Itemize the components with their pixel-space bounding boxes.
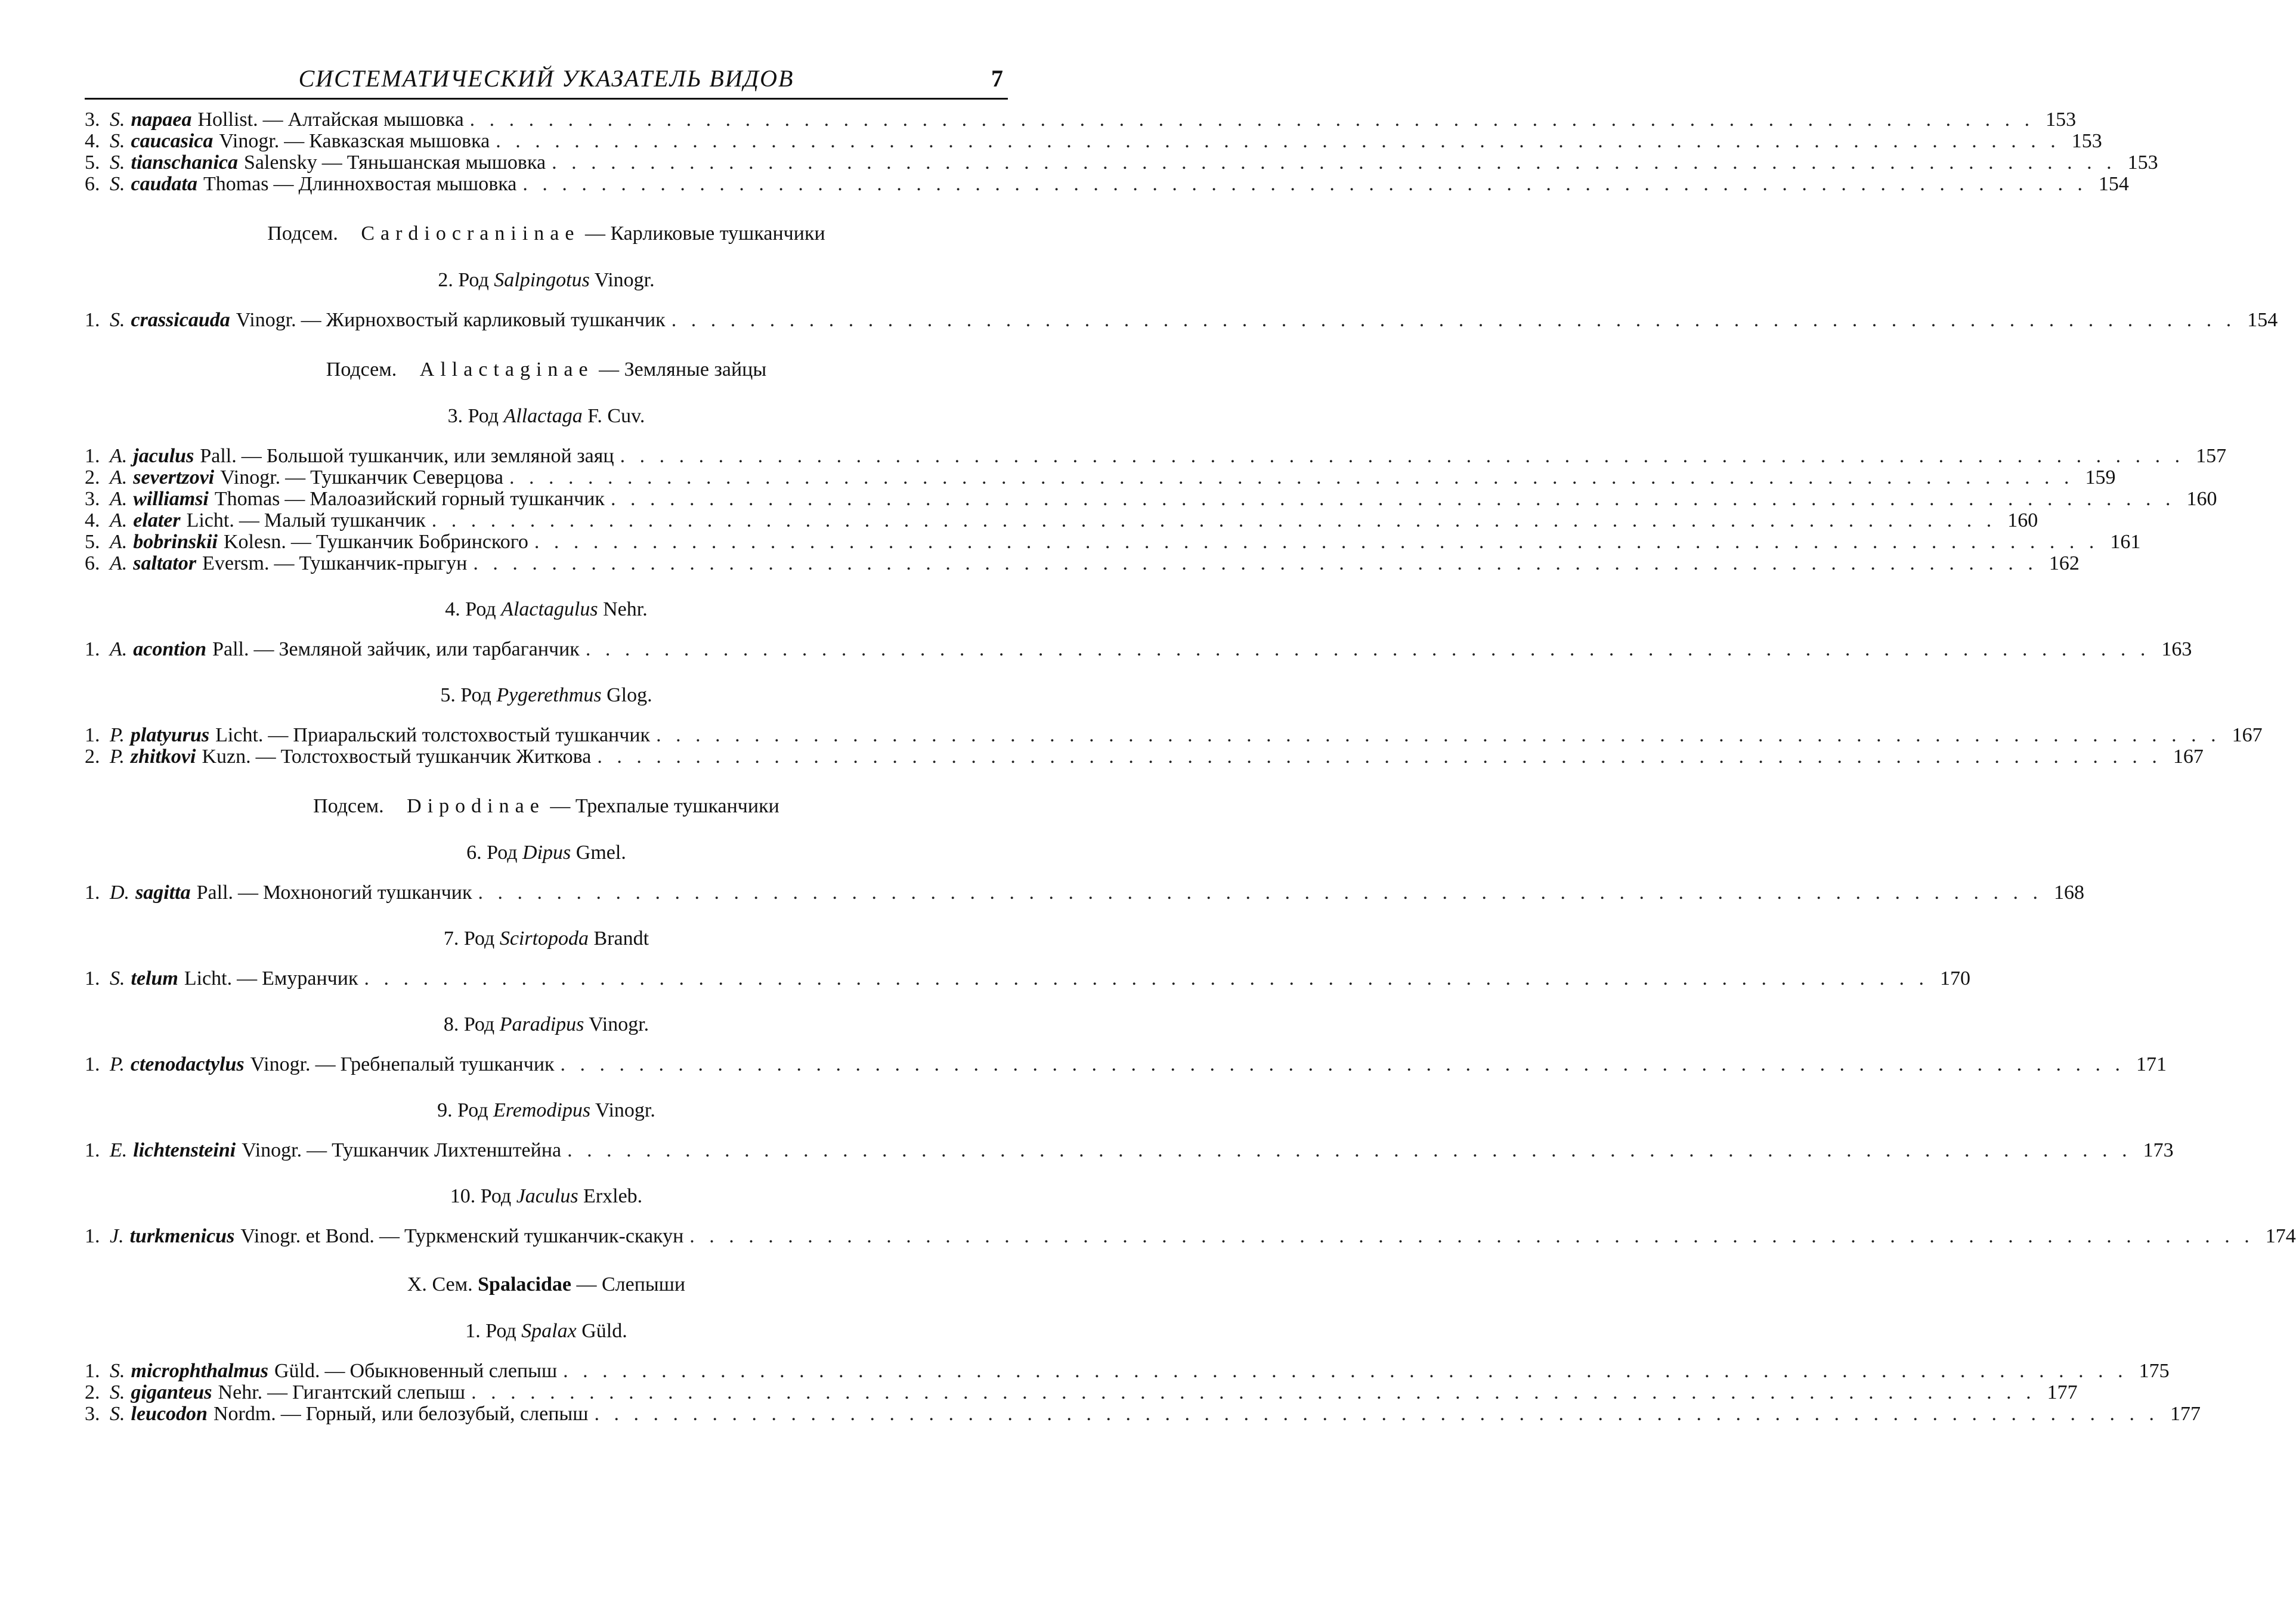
- entry-author: Thomas: [214, 488, 280, 510]
- family-word: Сем.: [432, 1273, 473, 1295]
- index-entry: [85, 1360, 2170, 1382]
- subfamily-name: Трехпалые тушканчики: [575, 795, 779, 817]
- index-entry: [85, 445, 2227, 467]
- entry-species: caudata: [131, 173, 197, 195]
- dot-leader: . . . . . . . . . . . . . . . . . . . . . . . . . . . . . . . . . . . . . . . . . . . . . . . . . . . . . . . . . . . . . . . . . . . . . . . . . . . . . . . .: [522, 173, 2087, 195]
- subfamily-dash: —: [599, 358, 620, 381]
- entry-dash: —: [268, 724, 289, 746]
- genus-word: Род: [468, 405, 499, 427]
- genus-name: Jaculus: [516, 1185, 578, 1207]
- subfamily-prefix: Подсем.: [313, 795, 384, 817]
- genus-author: Güld.: [581, 1320, 627, 1342]
- entry-common-name: Длиннохвостая мышовка: [298, 173, 517, 195]
- entry-genus-abbr: P.: [110, 724, 125, 746]
- genus-author: Erxleb.: [583, 1185, 643, 1207]
- genus-word: Род: [487, 842, 518, 864]
- entry-species: severtzovi: [133, 466, 215, 488]
- entry-number: 6.: [85, 552, 100, 574]
- index-entry: [85, 552, 2080, 574]
- genus-name: Salpingotus: [494, 269, 590, 291]
- entry-species: giganteus: [131, 1381, 212, 1403]
- entry-author: Licht.: [184, 967, 233, 990]
- entry-page-number: 177: [2047, 1381, 2078, 1403]
- entry-number: 5.: [85, 531, 100, 553]
- entry-species: ctenodactylus: [130, 1053, 245, 1075]
- entry-species: zhitkovi: [130, 746, 196, 768]
- entry-author: Vinogr.: [250, 1053, 311, 1075]
- entry-genus-abbr: E.: [110, 1139, 128, 1161]
- entry-dash: —: [321, 151, 342, 174]
- entry-genus-abbr: P.: [110, 746, 125, 768]
- genus-name: Scirtopoda: [499, 927, 589, 950]
- entry-genus-abbr: S.: [110, 1360, 125, 1382]
- entry-author: Pall.: [212, 638, 249, 660]
- entry-page-number: 157: [2196, 445, 2227, 467]
- entry-species: crassicauda: [131, 309, 230, 331]
- subfamily-latin: Cardiocraniinae: [361, 222, 580, 245]
- entry-block: [85, 1360, 2201, 1425]
- entry-page-number: 168: [2054, 882, 2085, 904]
- index-entry: [85, 109, 2077, 131]
- entry-species: caucasica: [131, 130, 213, 152]
- entry-page-number: 177: [2170, 1403, 2201, 1425]
- entry-genus-abbr: S.: [110, 1403, 125, 1425]
- dot-leader: . . . . . . . . . . . . . . . . . . . . . . . . . . . . . . . . . . . . . . . . . . . . . . . . . . . . . . . . . . . . . . . . . . . . . . . . . . . . . . . .: [689, 1225, 2254, 1247]
- entry-common-name: Жирнохвостый карликовый тушканчик: [326, 309, 666, 331]
- entry-page-number: 171: [2136, 1053, 2167, 1075]
- entry-common-name: Кавказская мышовка: [309, 130, 490, 152]
- entry-number: 1.: [85, 882, 100, 904]
- index-entry: [85, 151, 2158, 174]
- subfamily-latin: Dipodinae: [407, 795, 545, 817]
- entry-dash: —: [284, 488, 305, 510]
- entry-page-number: 154: [2247, 309, 2278, 331]
- subfamily-latin: Allactaginae: [419, 358, 594, 381]
- genus-word: Род: [465, 598, 496, 620]
- family-dash: —: [576, 1273, 597, 1295]
- index-entry: [85, 724, 2263, 746]
- genus-name: Spalax: [521, 1320, 577, 1342]
- entry-common-name: Малоазийский горный тушканчик: [310, 488, 605, 510]
- entry-number: 3.: [85, 109, 100, 131]
- entry-genus-abbr: S.: [110, 130, 125, 152]
- genus-author: Glog.: [607, 684, 652, 706]
- genus-heading: [85, 1099, 1008, 1122]
- page: [85, 60, 2296, 1425]
- subfamily-name: Земляные зайцы: [624, 358, 767, 381]
- entry-number: 6.: [85, 173, 100, 195]
- entry-dash: —: [284, 130, 305, 152]
- entry-species: microphthalmus: [131, 1360, 269, 1382]
- genus-number: 1.: [465, 1320, 481, 1342]
- genus-heading: [85, 1013, 1008, 1036]
- genus-heading: [85, 598, 1008, 621]
- entry-species: bobrinskii: [133, 531, 218, 553]
- entry-common-name: Малый тушканчик: [264, 509, 426, 531]
- entry-dash: —: [315, 1053, 336, 1075]
- entry-author: Salensky: [243, 151, 317, 174]
- page-title: СИСТЕМАТИЧЕСКИЙ УКАЗАТЕЛЬ ВИДОВ: [298, 65, 794, 92]
- entry-species: jaculus: [133, 445, 194, 467]
- genus-name: Dipus: [522, 842, 571, 864]
- genus-heading: [85, 684, 1008, 707]
- index-entry: [85, 1139, 2174, 1161]
- dot-leader: . . . . . . . . . . . . . . . . . . . . . . . . . . . . . . . . . . . . . . . . . . . . . . . . . . . . . . . . . . . . . . . . . . . . . . . . . . . . . . . .: [620, 445, 2185, 467]
- entry-number: 1.: [85, 1139, 100, 1161]
- entry-author: Hollist.: [197, 109, 258, 131]
- entry-dash: —: [262, 109, 283, 131]
- entry-author: Vinogr. et Bond.: [240, 1225, 375, 1247]
- entry-block: [85, 882, 2085, 904]
- entry-dash: —: [290, 531, 311, 553]
- entry-common-name: Толстохвостый тушканчик Житкова: [280, 746, 592, 768]
- entry-number: 2.: [85, 746, 100, 768]
- entry-genus-abbr: P.: [110, 1053, 125, 1075]
- page-number: 7: [991, 65, 1003, 92]
- entry-dash: —: [274, 552, 295, 574]
- entry-species: williamsi: [133, 488, 209, 510]
- genus-heading: [85, 269, 1008, 292]
- entry-block: [85, 109, 2158, 195]
- genus-word: Род: [480, 1185, 512, 1207]
- entry-common-name: Тяньшанская мышовка: [346, 151, 546, 174]
- entry-species: lichtensteini: [133, 1139, 236, 1161]
- genus-name: Paradipus: [499, 1013, 584, 1035]
- genus-heading: [85, 1185, 1008, 1208]
- entry-dash: —: [253, 638, 274, 660]
- dot-leader: . . . . . . . . . . . . . . . . . . . . . . . . . . . . . . . . . . . . . . . . . . . . . . . . . . . . . . . . . . . . . . . . . . . . . . . . . . . . . . . .: [431, 509, 1997, 531]
- entry-species: tianschanica: [131, 151, 238, 174]
- index-entry: [85, 509, 2038, 531]
- genus-number: 4.: [445, 598, 460, 620]
- entry-author: Kolesn.: [224, 531, 286, 553]
- entry-author: Vinogr.: [236, 309, 296, 331]
- entry-genus-abbr: A.: [110, 509, 128, 531]
- entry-genus-abbr: J.: [110, 1225, 124, 1247]
- entry-common-name: Приаральский толстохвостый тушканчик: [293, 724, 651, 746]
- genus-number: 2.: [438, 269, 453, 291]
- index-entry: [85, 488, 2217, 510]
- entry-block: [85, 724, 2263, 768]
- entry-number: 1.: [85, 309, 100, 331]
- entry-author: Pall.: [200, 445, 237, 467]
- entry-author: Thomas: [203, 173, 269, 195]
- entry-number: 2.: [85, 466, 100, 488]
- entry-genus-abbr: A.: [110, 552, 128, 574]
- index-content: [85, 100, 2296, 1425]
- entry-page-number: 170: [1940, 967, 1970, 990]
- entry-number: 1.: [85, 638, 100, 660]
- index-entry: [85, 466, 2116, 488]
- dot-leader: . . . . . . . . . . . . . . . . . . . . . . . . . . . . . . . . . . . . . . . . . . . . . . . . . . . . . . . . . . . . . . . . . . . . . . . . . . . . . . . .: [473, 552, 2038, 574]
- index-entry: [85, 173, 2129, 195]
- entry-author: Vinogr.: [220, 466, 281, 488]
- entry-page-number: 160: [2186, 488, 2217, 510]
- dot-leader: . . . . . . . . . . . . . . . . . . . . . . . . . . . . . . . . . . . . . . . . . . . . . . . . . . . . . . . . . . . . . . . . . . . . . . . . . . . . . . . .: [534, 531, 2099, 553]
- index-entry: [85, 1053, 2167, 1075]
- entry-genus-abbr: S.: [110, 151, 125, 174]
- index-entry: [85, 1381, 2078, 1403]
- dot-leader: . . . . . . . . . . . . . . . . . . . . . . . . . . . . . . . . . . . . . . . . . . . . . . . . . . . . . . . . . . . . . . . . . . . . . . . . . . . . . . . .: [585, 638, 2150, 660]
- entry-species: elater: [133, 509, 181, 531]
- index-entry: [85, 531, 2141, 553]
- entry-author: Pall.: [196, 882, 234, 904]
- dot-leader: . . . . . . . . . . . . . . . . . . . . . . . . . . . . . . . . . . . . . . . . . . . . . . . . . . . . . . . . . . . . . . . . . . . . . . . . . . . . . . . .: [671, 309, 2236, 331]
- entry-page-number: 154: [2098, 173, 2129, 195]
- entry-dash: —: [301, 309, 321, 331]
- entry-page-number: 159: [2085, 466, 2116, 488]
- entry-species: telum: [131, 967, 178, 990]
- subfamily-prefix: Подсем.: [326, 358, 397, 381]
- entry-common-name: Емуранчик: [262, 967, 358, 990]
- entry-species: acontion: [133, 638, 207, 660]
- index-entry: [85, 1225, 2296, 1247]
- entry-dash: —: [255, 746, 276, 768]
- subfamily-dash: —: [584, 222, 605, 245]
- entry-dash: —: [307, 1139, 327, 1161]
- entry-number: 1.: [85, 445, 100, 467]
- dot-leader: . . . . . . . . . . . . . . . . . . . . . . . . . . . . . . . . . . . . . . . . . . . . . . . . . . . . . . . . . . . . . . . . . . . . . . . . . . . . . . . .: [594, 1403, 2159, 1425]
- genus-number: 5.: [440, 684, 456, 706]
- genus-word: Род: [458, 269, 489, 291]
- genus-number: 9.: [437, 1099, 453, 1121]
- family-name: Слепыши: [601, 1273, 686, 1295]
- index-entry: [85, 746, 2204, 768]
- page-header: [85, 60, 1008, 100]
- dot-leader: . . . . . . . . . . . . . . . . . . . . . . . . . . . . . . . . . . . . . . . . . . . . . . . . . . . . . . . . . . . . . . . . . . . . . . . . . . . . . . . .: [567, 1139, 2132, 1161]
- genus-name: Pygerethmus: [496, 684, 602, 706]
- entry-block: [85, 967, 1970, 990]
- entry-common-name: Горный, или белозубый, слепыш: [305, 1403, 589, 1425]
- entry-species: sagitta: [135, 882, 191, 904]
- dot-leader: . . . . . . . . . . . . . . . . . . . . . . . . . . . . . . . . . . . . . . . . . . . . . . . . . . . . . . . . . . . . . . . . . . . . . . . . . . . . . . . .: [656, 724, 2221, 746]
- entry-author: Vinogr.: [219, 130, 280, 152]
- entry-number: 1.: [85, 1360, 100, 1382]
- entry-common-name: Тушканчик Бобринского: [315, 531, 528, 553]
- entry-genus-abbr: D.: [110, 882, 130, 904]
- entry-page-number: 161: [2110, 531, 2141, 553]
- subfamily-dash: —: [550, 795, 571, 817]
- entry-common-name: Туркменский тушканчик-скакун: [404, 1225, 684, 1247]
- entry-dash: —: [238, 882, 259, 904]
- dot-leader: . . . . . . . . . . . . . . . . . . . . . . . . . . . . . . . . . . . . . . . . . . . . . . . . . . . . . . . . . . . . . . . . . . . . . . . . . . . . . . . .: [552, 151, 2116, 174]
- entry-genus-abbr: A.: [110, 531, 128, 553]
- entry-page-number: 160: [2007, 509, 2038, 531]
- entry-page-number: 167: [2173, 746, 2204, 768]
- genus-number: 10.: [450, 1185, 476, 1207]
- entry-species: napaea: [131, 109, 192, 131]
- genus-number: 6.: [466, 842, 482, 864]
- index-entry: [85, 309, 2278, 331]
- genus-word: Род: [457, 1099, 488, 1121]
- entry-page-number: 173: [2143, 1139, 2174, 1161]
- entry-page-number: 153: [2046, 109, 2077, 131]
- entry-author: Vinogr.: [242, 1139, 302, 1161]
- entry-common-name: Мохноногий тушканчик: [263, 882, 472, 904]
- entry-block: [85, 1139, 2174, 1161]
- entry-genus-abbr: S.: [110, 109, 125, 131]
- entry-genus-abbr: S.: [110, 173, 125, 195]
- subfamily-prefix: Подсем.: [267, 222, 338, 245]
- genus-number: 3.: [447, 405, 463, 427]
- entry-genus-abbr: A.: [110, 445, 128, 467]
- entry-block: [85, 638, 2192, 660]
- entry-page-number: 175: [2139, 1360, 2170, 1382]
- dot-leader: . . . . . . . . . . . . . . . . . . . . . . . . . . . . . . . . . . . . . . . . . . . . . . . . . . . . . . . . . . . . . . . . . . . . . . . . . . . . . . . .: [509, 466, 2074, 488]
- entry-dash: —: [241, 445, 262, 467]
- entry-genus-abbr: S.: [110, 1381, 125, 1403]
- entry-species: turkmenicus: [129, 1225, 235, 1247]
- entry-number: 4.: [85, 130, 100, 152]
- dot-leader: . . . . . . . . . . . . . . . . . . . . . . . . . . . . . . . . . . . . . . . . . . . . . . . . . . . . . . . . . . . . . . . . . . . . . . . . . . . . . . . .: [563, 1360, 2128, 1382]
- genus-author: Brandt: [593, 927, 649, 950]
- entry-dash: —: [239, 509, 259, 531]
- genus-author: Vinogr.: [594, 269, 655, 291]
- genus-number: 7.: [443, 927, 459, 950]
- entry-author: Licht.: [215, 724, 264, 746]
- dot-leader: . . . . . . . . . . . . . . . . . . . . . . . . . . . . . . . . . . . . . . . . . . . . . . . . . . . . . . . . . . . . . . . . . . . . . . . . . . . . . . . .: [560, 1053, 2125, 1075]
- entry-author: Güld.: [274, 1360, 320, 1382]
- genus-heading: [85, 405, 1008, 428]
- entry-author: Nehr.: [218, 1381, 263, 1403]
- family-heading: [85, 1273, 1008, 1296]
- family-latin: Spalacidae: [478, 1273, 571, 1295]
- index-entry: [85, 130, 2102, 152]
- entry-dash: —: [273, 173, 294, 195]
- entry-block: [85, 1053, 2167, 1075]
- entry-common-name: Тушканчик Северцова: [310, 466, 504, 488]
- entry-common-name: Тушканчик Лихтенштейна: [332, 1139, 562, 1161]
- entry-block: [85, 445, 2227, 574]
- genus-author: Vinogr.: [595, 1099, 655, 1121]
- subfamily-heading: [85, 358, 1008, 381]
- entry-number: 3.: [85, 1403, 100, 1425]
- entry-genus-abbr: A.: [110, 466, 128, 488]
- entry-genus-abbr: A.: [110, 638, 128, 660]
- entry-author: Nordm.: [213, 1403, 276, 1425]
- dot-leader: . . . . . . . . . . . . . . . . . . . . . . . . . . . . . . . . . . . . . . . . . . . . . . . . . . . . . . . . . . . . . . . . . . . . . . . . . . . . . . . .: [496, 130, 2060, 152]
- entry-page-number: 163: [2161, 638, 2192, 660]
- dot-leader: . . . . . . . . . . . . . . . . . . . . . . . . . . . . . . . . . . . . . . . . . . . . . . . . . . . . . . . . . . . . . . . . . . . . . . . . . . . . . . . .: [610, 488, 2176, 510]
- genus-name: Allactaga: [503, 405, 583, 427]
- genus-number: 8.: [443, 1013, 459, 1035]
- genus-heading: [85, 1320, 1008, 1343]
- genus-word: Род: [460, 684, 491, 706]
- genus-author: F. Cuv.: [587, 405, 645, 427]
- entry-dash: —: [237, 967, 258, 990]
- entry-common-name: Обыкновенный слепыш: [349, 1360, 558, 1382]
- genus-name: Alactagulus: [501, 598, 598, 620]
- index-entry: [85, 967, 1970, 990]
- entry-page-number: 153: [2127, 151, 2158, 174]
- entry-common-name: Тушканчик-прыгун: [299, 552, 468, 574]
- genus-name: Eremodipus: [493, 1099, 591, 1121]
- entry-dash: —: [324, 1360, 345, 1382]
- entry-dash: —: [379, 1225, 400, 1247]
- entry-dash: —: [267, 1381, 288, 1403]
- entry-species: platyurus: [130, 724, 210, 746]
- subfamily-name: Карликовые тушканчики: [610, 222, 825, 245]
- genus-heading: [85, 842, 1008, 864]
- subfamily-heading: [85, 222, 1008, 245]
- genus-word: Род: [485, 1320, 516, 1342]
- entry-number: 5.: [85, 151, 100, 174]
- genus-word: Род: [463, 1013, 495, 1035]
- entry-common-name: Земляной зайчик, или тарбаганчик: [279, 638, 580, 660]
- index-entry: [85, 638, 2192, 660]
- entry-block: [85, 309, 2278, 331]
- entry-page-number: 162: [2049, 552, 2080, 574]
- entry-page-number: 153: [2071, 130, 2102, 152]
- entry-genus-abbr: S.: [110, 309, 125, 331]
- genus-author: Vinogr.: [589, 1013, 649, 1035]
- dot-leader: . . . . . . . . . . . . . . . . . . . . . . . . . . . . . . . . . . . . . . . . . . . . . . . . . . . . . . . . . . . . . . . . . . . . . . . . . . . . . . . .: [597, 746, 2162, 768]
- index-entry: [85, 882, 2085, 904]
- entry-genus-abbr: S.: [110, 967, 125, 990]
- entry-author: Kuzn.: [202, 746, 251, 768]
- dot-leader: . . . . . . . . . . . . . . . . . . . . . . . . . . . . . . . . . . . . . . . . . . . . . . . . . . . . . . . . . . . . . . . . . . . . . . . . . . . . . . . .: [478, 882, 2043, 904]
- dot-leader: . . . . . . . . . . . . . . . . . . . . . . . . . . . . . . . . . . . . . . . . . . . . . . . . . . . . . . . . . . . . . . . . . . . . . . . . . . . . . . . .: [471, 1381, 2036, 1403]
- entry-number: 1.: [85, 724, 100, 746]
- entry-page-number: 167: [2232, 724, 2263, 746]
- entry-common-name: Гребнепалый тушканчик: [340, 1053, 555, 1075]
- entry-number: 4.: [85, 509, 100, 531]
- entry-number: 1.: [85, 967, 100, 990]
- genus-word: Род: [463, 927, 495, 950]
- entry-author: Eversm.: [202, 552, 270, 574]
- family-number: X.: [407, 1273, 427, 1295]
- genus-author: Nehr.: [603, 598, 648, 620]
- dot-leader: . . . . . . . . . . . . . . . . . . . . . . . . . . . . . . . . . . . . . . . . . . . . . . . . . . . . . . . . . . . . . . . . . . . . . . . . . . . . . . . .: [364, 967, 1929, 990]
- entry-number: 2.: [85, 1381, 100, 1403]
- index-entry: [85, 1403, 2201, 1425]
- entry-page-number: 174: [2265, 1225, 2296, 1247]
- entry-common-name: Гигантский слепыш: [292, 1381, 466, 1403]
- genus-heading: [85, 927, 1008, 950]
- entry-common-name: Алтайская мышовка: [287, 109, 464, 131]
- entry-genus-abbr: A.: [110, 488, 128, 510]
- dot-leader: . . . . . . . . . . . . . . . . . . . . . . . . . . . . . . . . . . . . . . . . . . . . . . . . . . . . . . . . . . . . . . . . . . . . . . . . . . . . . . . .: [469, 109, 2035, 131]
- entry-common-name: Большой тушканчик, или земляной заяц: [266, 445, 614, 467]
- entry-species: saltator: [133, 552, 197, 574]
- entry-author: Licht.: [186, 509, 234, 531]
- entry-dash: —: [285, 466, 306, 488]
- entry-number: 1.: [85, 1225, 100, 1247]
- entry-number: 3.: [85, 488, 100, 510]
- genus-author: Gmel.: [575, 842, 626, 864]
- entry-number: 1.: [85, 1053, 100, 1075]
- subfamily-heading: [85, 795, 1008, 818]
- entry-dash: —: [280, 1403, 301, 1425]
- entry-species: leucodon: [131, 1403, 208, 1425]
- entry-block: [85, 1225, 2296, 1247]
